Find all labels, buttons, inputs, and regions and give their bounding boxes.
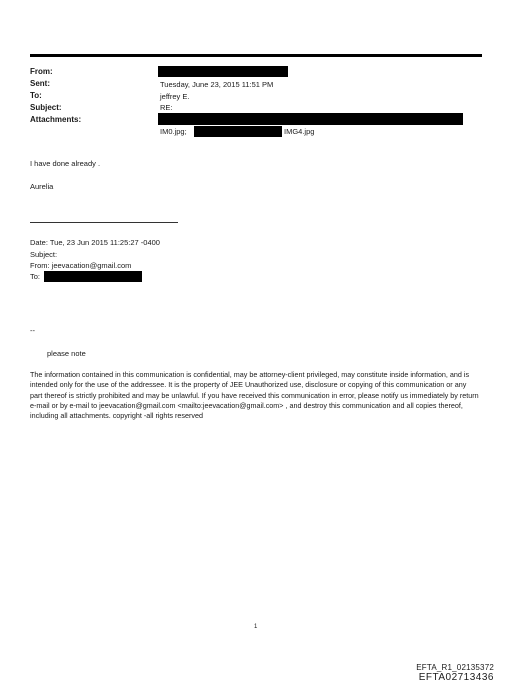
attachment-item-1[interactable]: IM0.jpg; bbox=[160, 127, 187, 136]
quote-separator bbox=[30, 222, 178, 223]
quoted-from: From: jeevacation@gmail.com bbox=[30, 261, 132, 270]
quoted-subject: Subject: bbox=[30, 250, 58, 259]
bates-number-secondary: EFTA02713436 bbox=[418, 672, 494, 683]
to-label: To: bbox=[30, 91, 42, 100]
attachment-item-2[interactable]: IMG4.jpg bbox=[284, 127, 315, 136]
attachments-label: Attachments: bbox=[30, 115, 82, 124]
please-note: please note bbox=[47, 349, 86, 358]
attachments-redaction bbox=[158, 113, 463, 125]
bates-number-primary: EFTA_R1_02135372 bbox=[416, 663, 494, 672]
sent-value: Tuesday, June 23, 2015 11:51 PM bbox=[160, 80, 274, 89]
message-text: I have done already . bbox=[30, 159, 101, 168]
signature-dashes: -- bbox=[30, 326, 35, 335]
from-redaction bbox=[158, 66, 288, 77]
subject-label: Subject: bbox=[30, 103, 62, 112]
quoted-to-redaction bbox=[44, 271, 142, 282]
sent-label: Sent: bbox=[30, 79, 50, 88]
page-number: 1 bbox=[254, 624, 258, 630]
confidentiality-disclaimer: The information contained in this communication is confidential, may be attorney-client privileged, may constitute inside information, and is intended only for the use of the addressee. It is the property of JEE Unauthorized use, disclosure or copying of this communication or any part thereof is strictly prohibited and may be unlawful. If you have received this communication in error, please notify us immediately by return e-mail or by e-mail to jeevacation@gmail.com <mailto:jeevacation@gmail.com> , and destroy this communication and all copies thereof, including all attachments. copyright -all rights reserved bbox=[30, 370, 479, 421]
to-value: jeffrey E. bbox=[160, 92, 190, 101]
attachment-redaction bbox=[194, 126, 282, 137]
quoted-date: Date: Tue, 23 Jun 2015 11:25:27 -0400 bbox=[30, 238, 160, 247]
subject-value: RE: bbox=[160, 103, 173, 112]
signature: Aurelia bbox=[30, 182, 54, 191]
header-rule bbox=[30, 54, 482, 57]
quoted-to: To: bbox=[30, 272, 41, 281]
from-label: From: bbox=[30, 67, 53, 76]
